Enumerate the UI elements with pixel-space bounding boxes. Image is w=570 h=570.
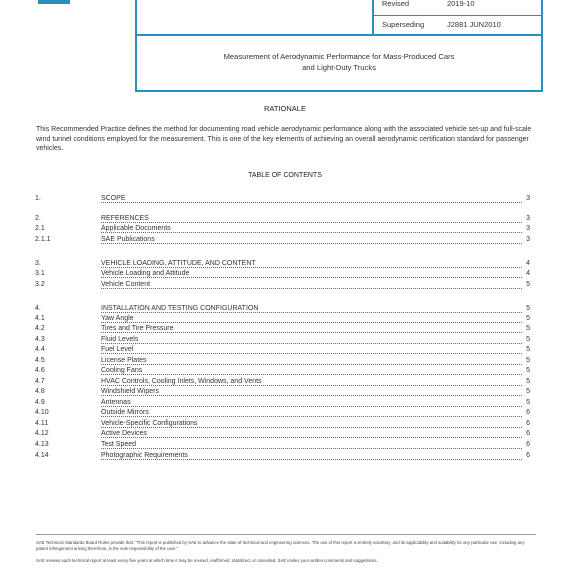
toc-leader-dots [101, 267, 522, 268]
toc-entry-title: SAE Publications [101, 236, 155, 243]
toc-entry-page: 6 [526, 409, 530, 416]
toc-leader-dots [101, 427, 522, 428]
toc-entry-number: 3.1 [35, 270, 45, 277]
toc-entry-number: 4.10 [35, 409, 49, 416]
toc-entry-page: 5 [526, 378, 530, 385]
toc-entry [35, 270, 530, 279]
toc-leader-dots [101, 374, 522, 375]
toc-entry-number: 4.1 [35, 315, 45, 322]
toc-entry-number: 4.13 [35, 441, 49, 448]
toc-leader-dots [101, 343, 522, 344]
toc-leader-dots [101, 448, 522, 449]
toc-entry-page: 6 [526, 441, 530, 448]
toc-entry-title: Fluid Levels [101, 336, 139, 343]
toc-entry-title: Photographic Requirements [101, 452, 188, 459]
toc-entry-page: 3 [526, 215, 530, 222]
toc-entry [35, 305, 530, 314]
toc-entry-number: 4.11 [35, 420, 49, 427]
toc-leader-dots [101, 437, 522, 438]
toc-entry-title: Cooling Fans [101, 367, 143, 374]
toc-entry-title: Applicable Documents [101, 225, 171, 232]
toc-entry [35, 378, 530, 387]
rationale-paragraph: This Recommended Practice defines the method for documenting road vehicle aerodynamic performance along with the associated vehicle set-up and full-scale wind tunnel conditions employed for the measurement. This is one of the key elements of achieving an overall aerodynamic certification standard for passenger vehicles. [36, 126, 532, 152]
toc-entry-title: VEHICLE LOADING, ATTITUDE, AND CONTENT [101, 260, 256, 267]
toc-entry-page: 5 [526, 346, 530, 353]
toc-entry [35, 357, 530, 366]
toc-entry [35, 195, 530, 204]
toc-leader-dots [101, 395, 522, 396]
footer-rule [36, 534, 536, 535]
toc-leader-dots [101, 364, 522, 365]
toc-leader-dots [101, 243, 522, 244]
toc-entry-number: 4.3 [35, 336, 45, 343]
toc-entry [35, 452, 530, 461]
revised-label: Revised [382, 0, 410, 8]
toc-entry-page: 5 [526, 315, 530, 322]
superseding-value: J2881 JUN2010 [447, 20, 501, 29]
toc-entry [35, 260, 530, 269]
toc-entry-number: 3. [35, 260, 41, 267]
document-title-line1: Measurement of Aerodynamic Performance for Mass-Produced Cars [223, 52, 455, 61]
toc-entry [35, 236, 530, 245]
toc-leader-dots [101, 277, 522, 278]
toc-leader-dots [101, 406, 522, 407]
toc-entry-number: 4.5 [35, 357, 45, 364]
toc-entry-page: 5 [526, 336, 530, 343]
toc-entry-title: Test Speed [101, 441, 137, 448]
toc-entry-page: 5 [526, 388, 530, 395]
toc-entry [35, 346, 530, 355]
toc-entry-page: 3 [526, 195, 530, 202]
toc-entry-title: License Plates [101, 357, 147, 364]
toc-entry-page: 4 [526, 270, 530, 277]
toc-entry-page: 5 [526, 399, 530, 406]
toc-entry-title: Vehicle Loading and Attitude [101, 270, 190, 277]
toc-entry-page: 6 [526, 430, 530, 437]
footer-line1: SAE Technical Standards Board Rules provide that: "This report is published by SAE to advance the state of technical and engineering sciences. The use of this report is entirely voluntary, and its applicability and suitability for any particular use, including any patent infringement arising therefrom, is the sole responsibility of the user." [36, 540, 525, 551]
toc-entry [35, 225, 530, 234]
toc-entry-title: Antennas [101, 399, 131, 406]
toc-entry [35, 281, 530, 290]
toc-entry-number: 3.2 [35, 281, 45, 288]
toc-entry-page: 6 [526, 452, 530, 459]
toc-entry-number: 4.2 [35, 325, 45, 332]
superseding-label: Superseding [382, 20, 425, 29]
toc-entry-page: 3 [526, 236, 530, 243]
toc-entry-title: Vehicle Content [101, 281, 151, 288]
revised-value: 2019-10 [447, 0, 475, 8]
toc-entry-page: 5 [526, 325, 530, 332]
toc-entry [35, 215, 530, 224]
toc-entry-title: Yaw Angle [101, 315, 134, 322]
toc-entry-page: 5 [526, 305, 530, 312]
toc-entry-title: Outside Mirrors [101, 409, 149, 416]
toc-entry-number: 4.9 [35, 399, 45, 406]
toc-entry-number: 4.4 [35, 346, 45, 353]
toc-entry-number: 4.12 [35, 430, 49, 437]
toc-entry-title: INSTALLATION AND TESTING CONFIGURATION [101, 305, 259, 312]
toc-leader-dots [101, 416, 522, 417]
toc-entry-title: REFERENCES [101, 215, 149, 222]
toc-entry [35, 430, 530, 439]
toc-entry-number: 4.14 [35, 452, 49, 459]
toc-leader-dots [101, 332, 522, 333]
toc-entry-number: 4.8 [35, 388, 45, 395]
toc-entry-page: 5 [526, 367, 530, 374]
toc-leader-dots [101, 385, 522, 386]
toc-leader-dots [101, 202, 522, 203]
toc-entry-number: 1. [35, 195, 41, 202]
toc-entry-page: 3 [526, 225, 530, 232]
toc-entry [35, 315, 530, 324]
toc-entry-page: 5 [526, 357, 530, 364]
toc-entry [35, 367, 530, 376]
toc-leader-dots [101, 288, 522, 289]
toc-leader-dots [101, 312, 522, 313]
toc-entry-number: 4.7 [35, 378, 45, 385]
toc-entry-number: 2. [35, 215, 41, 222]
toc-leader-dots [101, 459, 522, 460]
toc-entry [35, 441, 530, 450]
document-title-line2: and Light-Duty Trucks [302, 63, 376, 72]
rationale-heading: RATIONALE [264, 104, 306, 113]
toc-entry [35, 399, 530, 408]
toc-heading: TABLE OF CONTENTS [248, 172, 322, 179]
toc-entry-title: Tires and Tire Pressure [101, 325, 174, 332]
toc-entry-title: HVAC Controls, Cooling Inlets, Windows, and Vents [101, 378, 262, 385]
toc-entry [35, 409, 530, 418]
toc-entry-title: Active Devices [101, 430, 147, 437]
toc-leader-dots [101, 353, 522, 354]
toc-entry-page: 4 [526, 260, 530, 267]
toc-leader-dots [101, 232, 522, 233]
toc-entry-number: 2.1 [35, 225, 45, 232]
toc-entry-page: 6 [526, 420, 530, 427]
toc-entry-number: 2.1.1 [35, 236, 51, 243]
toc-entry-number: 4. [35, 305, 41, 312]
toc-leader-dots [101, 222, 522, 223]
toc-entry [35, 420, 530, 429]
toc-entry-title: Windshield Wipers [101, 388, 159, 395]
toc-entry [35, 325, 530, 334]
toc-entry-title: SCOPE [101, 195, 126, 202]
toc-entry-number: 4.6 [35, 367, 45, 374]
toc-leader-dots [101, 322, 522, 323]
toc-entry-title: Vehicle-Specific Configurations [101, 420, 198, 427]
footer-line2: SAE reviews each technical report at least every five years at which time it may be revised, reaffirmed, stabilized, or cancelled. SAE invites your written comments and suggestions. [36, 558, 378, 563]
toc-entry-title: Fuel Level [101, 346, 134, 353]
toc-entry-page: 5 [526, 281, 530, 288]
toc-entry [35, 388, 530, 397]
toc-entry [35, 336, 530, 345]
